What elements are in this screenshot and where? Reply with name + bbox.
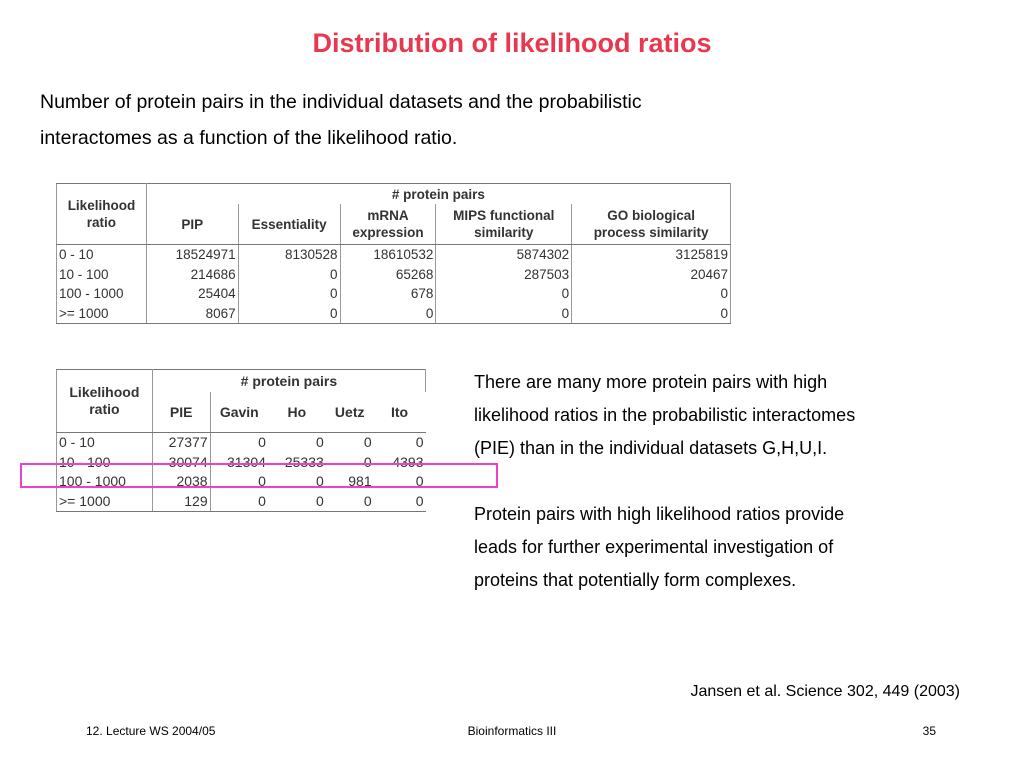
row-header: Likelihood ratio <box>57 184 147 245</box>
column-header: Ho <box>268 392 326 433</box>
column-header: Gavin <box>210 392 268 433</box>
intro-line: interactomes as a function of the likelihood ratio. <box>40 127 458 149</box>
column-header: mRNA expression <box>340 204 436 245</box>
table-row: 100 - 1000 25404 0 678 0 0 <box>57 284 731 304</box>
table-row: 10 - 100 30074 31304 25333 0 4393 <box>57 453 426 473</box>
table-row: >= 1000 129 0 0 0 0 <box>57 492 426 512</box>
table-row: 0 - 10 27377 0 0 0 0 <box>57 433 426 453</box>
highlight-box <box>20 463 498 488</box>
table-row: 100 - 1000 2038 0 0 981 0 <box>57 472 426 492</box>
column-header: PIE <box>152 392 210 433</box>
footer-course: Bioinformatics III <box>467 724 557 738</box>
column-header: Uetz <box>326 392 374 433</box>
table-row: 0 - 10 18524971 8130528 18610532 5874302 3125819 <box>57 245 731 265</box>
table-row: >= 1000 8067 0 0 0 0 <box>57 304 731 324</box>
datasets-table <box>56 183 731 324</box>
group-header: # protein pairs <box>146 184 730 205</box>
column-header: PIP <box>146 204 238 245</box>
table-row: 10 - 100 214686 0 65268 287503 20467 <box>57 265 731 285</box>
footer-page-number: 35 <box>922 724 936 738</box>
footer-lecture: 12. Lecture WS 2004/05 <box>86 724 216 738</box>
column-header: Ito <box>374 392 426 433</box>
column-header: MIPS functional similarity <box>436 204 572 245</box>
citation: Jansen et al. Science 302, 449 (2003) <box>690 683 960 700</box>
column-header: GO biological process similarity <box>572 204 731 245</box>
intro-line: Number of protein pairs in the individual datasets and the probabilistic <box>40 91 642 113</box>
intro-text <box>40 84 920 156</box>
row-header: Likelihood ratio <box>57 370 153 433</box>
slide-title: Distribution of likelihood ratios <box>312 28 712 58</box>
column-header: Essentiality <box>238 204 340 245</box>
side-text: There are many more protein pairs with high likelihood ratios in the probabilistic interactomes (PIE) than in the individual datasets G,H,U,I. Protein pairs with high likelihood ratios provide leads for further experimental investigation of proteins that potentially form complexes. <box>474 372 856 590</box>
group-header: # protein pairs <box>152 370 425 393</box>
interactomes-table <box>56 369 426 512</box>
